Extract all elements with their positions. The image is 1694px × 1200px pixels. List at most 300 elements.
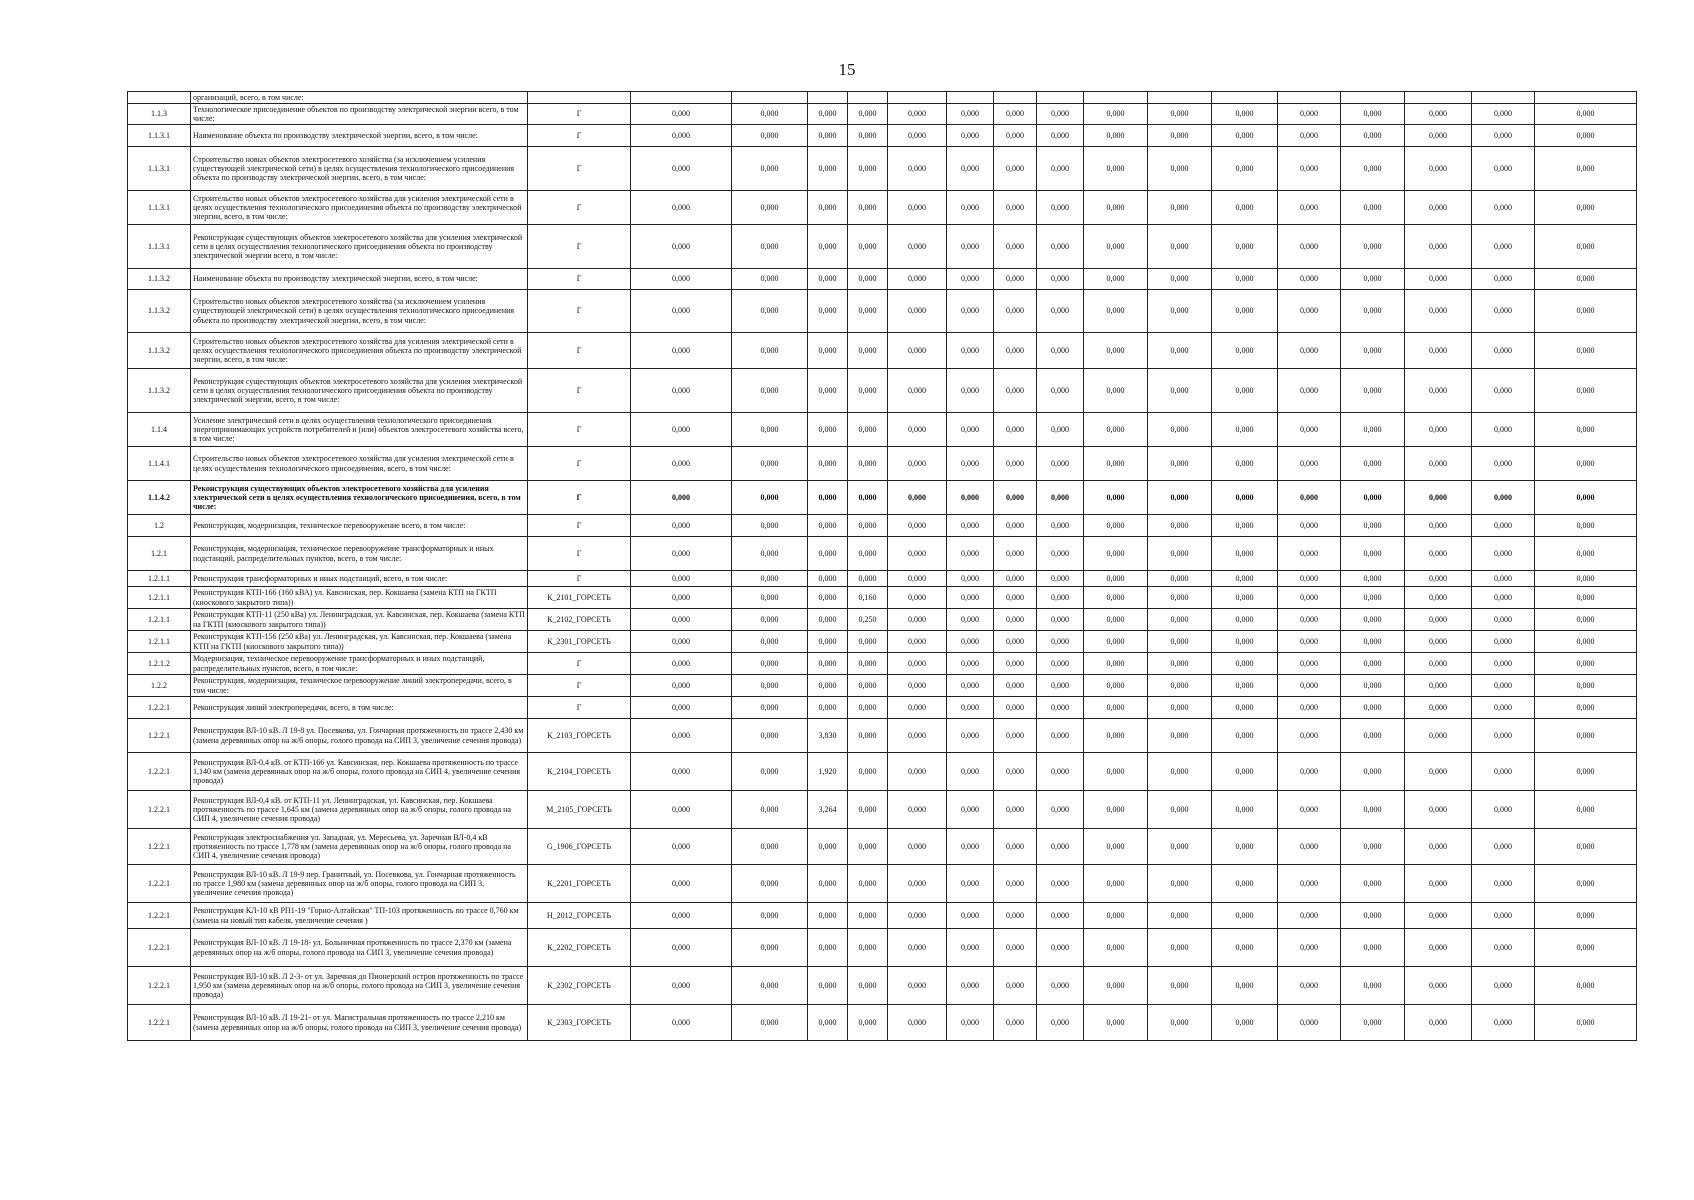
- value-cell: 0,000: [1405, 631, 1472, 653]
- value-cell: 0,000: [732, 333, 808, 369]
- value-cell: 0,000: [1535, 290, 1637, 333]
- value-cell: 0,000: [1084, 147, 1148, 191]
- value-cell: 0,000: [1148, 609, 1212, 631]
- value-cell: 0,000: [1148, 481, 1212, 515]
- row-identifier: К_2104_ГОРСЕТЬ: [528, 753, 631, 791]
- value-cell: 0,000: [848, 753, 888, 791]
- row-name: организаций, всего, в том числе:: [191, 92, 528, 104]
- value-cell: 0,000: [631, 791, 732, 829]
- value-cell: 0,000: [947, 697, 994, 719]
- value-cell: 0,000: [1148, 753, 1212, 791]
- value-cell: 0,000: [1084, 515, 1148, 537]
- value-cell: 0,000: [1472, 675, 1535, 697]
- row-identifier: Г: [528, 225, 631, 269]
- value-cell: 0,000: [631, 537, 732, 571]
- value-cell: 0,000: [1212, 719, 1278, 753]
- value-cell: 0,000: [1148, 413, 1212, 447]
- table-row: [128, 653, 1637, 675]
- row-name: Реконструкция КТП-11 (250 кВа) ул. Ленинградская, ул. Кавсинская, пер. Кокшаева (замена КТП на ГКТП (киоскового закрытого типа)): [191, 609, 528, 631]
- row-identifier: Г: [528, 447, 631, 481]
- value-cell: 0,000: [1535, 1005, 1637, 1041]
- value-cell: 0,000: [732, 191, 808, 225]
- value-cell: 0,000: [888, 903, 947, 929]
- value-cell: 0,000: [1405, 587, 1472, 609]
- value-cell: 0,000: [947, 609, 994, 631]
- value-cell: 0,000: [1212, 903, 1278, 929]
- value-cell: 0,000: [994, 537, 1037, 571]
- row-name: Реконструкция, модернизация, техническое перевооружение всего, в том числе:: [191, 515, 528, 537]
- value-cell: 0,000: [1535, 125, 1637, 147]
- value-cell: 0,000: [1472, 481, 1535, 515]
- value-cell: 0,000: [1405, 929, 1472, 967]
- value-cell: 0,000: [1212, 571, 1278, 587]
- value-cell: 0,000: [808, 290, 848, 333]
- value-cell: 0,000: [1535, 333, 1637, 369]
- value-cell: 0,000: [848, 225, 888, 269]
- value-cell: 0,000: [947, 587, 994, 609]
- value-cell: 0,000: [1148, 631, 1212, 653]
- value-cell: 0,000: [1472, 191, 1535, 225]
- row-name: Усиление электрической сети в целях осуществления технологического присоединения энергопринимающих устройств потребителей и (или) объектов электросетевого хозяйства всего, в том числе:: [191, 413, 528, 447]
- value-cell: 0,000: [1341, 1005, 1405, 1041]
- value-cell: 0,000: [1405, 753, 1472, 791]
- value-cell: 0,000: [1148, 903, 1212, 929]
- row-identifier: К_2102_ГОРСЕТЬ: [528, 609, 631, 631]
- value-cell: 0,000: [1084, 537, 1148, 571]
- value-cell: 0,000: [848, 653, 888, 675]
- value-cell: 0,000: [1037, 865, 1084, 903]
- value-cell: 0,000: [1341, 191, 1405, 225]
- value-cell: 0,000: [1341, 515, 1405, 537]
- table-row: [128, 791, 1637, 829]
- value-cell: 0,000: [1535, 104, 1637, 125]
- value-cell: 0,000: [848, 481, 888, 515]
- value-cell: 0,000: [1037, 675, 1084, 697]
- row-name: Реконструкция, модернизация, техническое перевооружение линий электропередачи, всего, в том числе:: [191, 675, 528, 697]
- value-cell: 0,000: [631, 929, 732, 967]
- value-cell: 0,000: [888, 829, 947, 865]
- value-cell: 0,000: [947, 290, 994, 333]
- value-cell: 0,000: [1084, 571, 1148, 587]
- value-cell: 0,000: [1535, 147, 1637, 191]
- value-cell: 0,000: [1084, 290, 1148, 333]
- value-cell: 0,000: [848, 290, 888, 333]
- value-cell: 0,000: [848, 829, 888, 865]
- value-cell: 0,000: [1535, 631, 1637, 653]
- value-cell: 0,000: [1084, 125, 1148, 147]
- value-cell: [808, 92, 848, 104]
- value-cell: 0,000: [1037, 609, 1084, 631]
- value-cell: 0,000: [631, 587, 732, 609]
- row-name: Строительство новых объектов электросетевого хозяйства для усиления электрической сети в целях осуществления технологического присоединения объекта по производству электрической энергии, всего, в том числе:: [191, 191, 528, 225]
- row-code: 1.2.1.1: [128, 571, 191, 587]
- value-cell: 0,000: [732, 631, 808, 653]
- value-cell: [1535, 92, 1637, 104]
- value-cell: 0,000: [808, 413, 848, 447]
- value-cell: 0,000: [1341, 537, 1405, 571]
- value-cell: 0,000: [732, 537, 808, 571]
- value-cell: 0,000: [732, 829, 808, 865]
- value-cell: 0,000: [947, 481, 994, 515]
- value-cell: 0,000: [732, 515, 808, 537]
- value-cell: 0,000: [1472, 903, 1535, 929]
- table-row: [128, 865, 1637, 903]
- value-cell: 0,000: [947, 903, 994, 929]
- value-cell: 0,000: [1084, 225, 1148, 269]
- value-cell: 0,000: [808, 631, 848, 653]
- value-cell: 0,000: [947, 191, 994, 225]
- value-cell: 0,000: [1535, 967, 1637, 1005]
- value-cell: 0,000: [994, 653, 1037, 675]
- value-cell: 0,000: [947, 1005, 994, 1041]
- table-row: [128, 290, 1637, 333]
- value-cell: 0,000: [631, 191, 732, 225]
- value-cell: 0,000: [1037, 104, 1084, 125]
- value-cell: [631, 92, 732, 104]
- value-cell: 0,000: [631, 865, 732, 903]
- value-cell: 0,000: [631, 829, 732, 865]
- value-cell: 0,000: [1212, 865, 1278, 903]
- value-cell: 0,000: [1148, 447, 1212, 481]
- row-name: Реконструкция КТП-156 (250 кВа) ул. Ленинградская, ул. Кавсинская, пер. Кокшаева (замена КТП на ГКТП (киоскового закрытого типа)): [191, 631, 528, 653]
- value-cell: 0,000: [1341, 609, 1405, 631]
- table-row: [128, 929, 1637, 967]
- value-cell: 0,000: [1472, 413, 1535, 447]
- value-cell: 0,000: [994, 865, 1037, 903]
- value-cell: 0,000: [1405, 147, 1472, 191]
- value-cell: 0,000: [1278, 413, 1341, 447]
- value-cell: 0,000: [1341, 675, 1405, 697]
- row-code: 1.2.2.1: [128, 791, 191, 829]
- value-cell: 0,000: [947, 537, 994, 571]
- value-cell: 0,000: [994, 903, 1037, 929]
- value-cell: 0,000: [1037, 125, 1084, 147]
- row-name: Реконструкция существующих объектов электросетевого хозяйства для усиления электрической сети в целях осуществления технологического присоединения, всего, в том числе:: [191, 481, 528, 515]
- value-cell: 0,000: [1037, 653, 1084, 675]
- value-cell: 0,000: [994, 753, 1037, 791]
- value-cell: 0,000: [1148, 369, 1212, 413]
- value-cell: 0,000: [1535, 697, 1637, 719]
- value-cell: 0,000: [1148, 333, 1212, 369]
- row-name: Реконструкция ВЛ-0,4 кВ. от КТП-11 ул. Ленинградская, ул. Кавсинская, пер. Кокшаева протяженность по трассе 1,645 км (замена деревянных опор на ж/б опоры, голого провода на СИП 4, увеличение сечения провода): [191, 791, 528, 829]
- value-cell: 0,000: [808, 225, 848, 269]
- value-cell: 0,000: [1472, 571, 1535, 587]
- value-cell: 0,000: [994, 719, 1037, 753]
- value-cell: 0,000: [848, 1005, 888, 1041]
- row-name: Реконструкция ВЛ-0,4 кВ. от КТП-166 ул. Кавсинская, пер. Кокшаева протяженность по трассе 1,140 км (замена деревянных опор на ж/б опоры, голого провода на СИП 4, увеличение сечения провода): [191, 753, 528, 791]
- value-cell: 0,000: [1084, 697, 1148, 719]
- table-row: [128, 104, 1637, 125]
- value-cell: 0,000: [808, 481, 848, 515]
- value-cell: 0,000: [1037, 903, 1084, 929]
- row-identifier: Г: [528, 333, 631, 369]
- row-name: Строительство новых объектов электросетевого хозяйства (за исключением усиления существующей электрической сети) в целях осуществления технологического присоединения объекта по производству электрической энергии, всего, в том числе:: [191, 290, 528, 333]
- value-cell: 0,000: [1405, 903, 1472, 929]
- table-row: [128, 697, 1637, 719]
- value-cell: 0,000: [1278, 653, 1341, 675]
- value-cell: 0,000: [1405, 537, 1472, 571]
- value-cell: 0,000: [1084, 609, 1148, 631]
- value-cell: 0,000: [1535, 829, 1637, 865]
- value-cell: 0,000: [1084, 104, 1148, 125]
- value-cell: 0,000: [1535, 481, 1637, 515]
- value-cell: 0,000: [732, 225, 808, 269]
- value-cell: 0,000: [888, 719, 947, 753]
- value-cell: 0,000: [631, 333, 732, 369]
- table-row: [128, 537, 1637, 571]
- value-cell: 0,000: [1535, 653, 1637, 675]
- value-cell: 0,000: [1148, 515, 1212, 537]
- value-cell: 0,160: [848, 587, 888, 609]
- table-row: [128, 753, 1637, 791]
- value-cell: 0,000: [994, 515, 1037, 537]
- table-row: [128, 125, 1637, 147]
- value-cell: 0,000: [631, 697, 732, 719]
- value-cell: 0,000: [732, 447, 808, 481]
- value-cell: 0,000: [947, 865, 994, 903]
- value-cell: 0,000: [1084, 653, 1148, 675]
- value-cell: 0,000: [808, 609, 848, 631]
- value-cell: 0,000: [631, 609, 732, 631]
- table-row: [128, 147, 1637, 191]
- value-cell: 0,000: [1405, 675, 1472, 697]
- row-identifier: Г: [528, 369, 631, 413]
- value-cell: 0,000: [994, 481, 1037, 515]
- value-cell: 0,000: [631, 571, 732, 587]
- row-name: Реконструкция электроснабжения ул. Западная, ул. Мересьева, ул. Заречная ВЛ-0,4 кВ протяженность по трассе 1,778 км (замена деревянных опор на ж/б опоры, голого провода на СИП 4, увеличение сечения провода): [191, 829, 528, 865]
- value-cell: 0,000: [1535, 191, 1637, 225]
- value-cell: 0,000: [994, 609, 1037, 631]
- value-cell: 0,000: [947, 719, 994, 753]
- value-cell: 0,000: [1278, 225, 1341, 269]
- row-identifier: Г: [528, 191, 631, 225]
- row-code: 1.2.2.1: [128, 1005, 191, 1041]
- value-cell: 0,000: [1084, 1005, 1148, 1041]
- row-code: 1.2.2.1: [128, 829, 191, 865]
- value-cell: 0,000: [1084, 903, 1148, 929]
- value-cell: 0,000: [848, 697, 888, 719]
- value-cell: 0,000: [1535, 515, 1637, 537]
- value-cell: 0,000: [888, 967, 947, 1005]
- table-row: [128, 675, 1637, 697]
- value-cell: [1341, 92, 1405, 104]
- row-name: Строительство новых объектов электросетевого хозяйства (за исключением усиления существующей электрической сети) в целях осуществления технологического присоединения объекта по производству электрической энергии, всего, в том числе:: [191, 147, 528, 191]
- row-code: 1.1.4: [128, 413, 191, 447]
- value-cell: 0,000: [888, 515, 947, 537]
- value-cell: 0,000: [1148, 675, 1212, 697]
- value-cell: 0,000: [631, 369, 732, 413]
- investment-table: [127, 91, 1637, 1041]
- value-cell: 0,000: [1037, 225, 1084, 269]
- value-cell: 0,000: [1212, 1005, 1278, 1041]
- value-cell: 0,000: [631, 753, 732, 791]
- value-cell: 0,000: [1084, 719, 1148, 753]
- value-cell: 0,000: [1084, 791, 1148, 829]
- value-cell: 0,000: [1212, 697, 1278, 719]
- value-cell: 0,000: [947, 333, 994, 369]
- value-cell: 0,000: [1212, 104, 1278, 125]
- value-cell: 0,000: [1405, 413, 1472, 447]
- value-cell: 0,000: [1472, 369, 1535, 413]
- value-cell: 0,000: [1472, 753, 1535, 791]
- value-cell: 0,000: [1405, 191, 1472, 225]
- value-cell: 0,000: [1341, 903, 1405, 929]
- value-cell: 0,000: [994, 631, 1037, 653]
- value-cell: 0,000: [947, 515, 994, 537]
- value-cell: 0,000: [848, 537, 888, 571]
- table-row: [128, 903, 1637, 929]
- value-cell: 0,000: [732, 481, 808, 515]
- value-cell: 0,000: [1472, 147, 1535, 191]
- value-cell: 0,000: [732, 269, 808, 290]
- row-name: Реконструкция ВЛ-10 кВ. Л 2-3- от ул. Заречная до Пионерский остров протяженность по трассе 1,950 км (замена деревянных опор на ж/б опоры, голого провода на СИП 3, увеличение сечения провода): [191, 967, 528, 1005]
- value-cell: 0,000: [994, 269, 1037, 290]
- value-cell: 0,000: [1535, 225, 1637, 269]
- value-cell: 0,000: [888, 481, 947, 515]
- row-code: 1.1.3.2: [128, 333, 191, 369]
- row-code: [128, 92, 191, 104]
- table-row: [128, 369, 1637, 413]
- value-cell: 0,000: [888, 929, 947, 967]
- value-cell: 0,000: [888, 537, 947, 571]
- value-cell: 0,000: [1148, 587, 1212, 609]
- value-cell: 0,000: [888, 290, 947, 333]
- row-name: Технологическое присоединение объектов по производству электрической энергии всего, в том числе:: [191, 104, 528, 125]
- value-cell: 0,000: [1472, 333, 1535, 369]
- value-cell: 0,000: [808, 104, 848, 125]
- value-cell: 0,000: [994, 290, 1037, 333]
- value-cell: 0,000: [1148, 125, 1212, 147]
- value-cell: 0,000: [1278, 104, 1341, 125]
- value-cell: 0,000: [1472, 609, 1535, 631]
- value-cell: 0,000: [1341, 571, 1405, 587]
- value-cell: 0,000: [994, 967, 1037, 1005]
- value-cell: 0,000: [1037, 447, 1084, 481]
- value-cell: 0,000: [1212, 269, 1278, 290]
- value-cell: 0,000: [808, 829, 848, 865]
- value-cell: 0,000: [732, 571, 808, 587]
- value-cell: 0,000: [1037, 369, 1084, 413]
- value-cell: 0,000: [808, 571, 848, 587]
- row-code: 1.1.3.2: [128, 290, 191, 333]
- value-cell: 0,000: [631, 125, 732, 147]
- table-row: [128, 967, 1637, 1005]
- row-code: 1.2: [128, 515, 191, 537]
- row-name: Реконструкция ВЛ-10 кВ. Л 19-8 ул. Посевкова, ул. Гончарная протяженность по трассе 2,430 км (замена деревянных опор на ж/б опоры, голого провода на СИП 3, увеличение сечения провода): [191, 719, 528, 753]
- value-cell: 0,000: [947, 269, 994, 290]
- value-cell: 0,000: [631, 225, 732, 269]
- value-cell: 0,000: [1535, 269, 1637, 290]
- value-cell: 0,000: [1405, 653, 1472, 675]
- row-code: 1.2.2.1: [128, 753, 191, 791]
- value-cell: 0,000: [1472, 587, 1535, 609]
- value-cell: 0,000: [808, 929, 848, 967]
- value-cell: [1148, 92, 1212, 104]
- value-cell: 0,000: [1278, 333, 1341, 369]
- value-cell: 0,000: [1212, 791, 1278, 829]
- value-cell: 0,000: [1405, 719, 1472, 753]
- value-cell: 0,000: [1084, 967, 1148, 1005]
- value-cell: 0,000: [631, 653, 732, 675]
- value-cell: 0,000: [1037, 829, 1084, 865]
- value-cell: [994, 92, 1037, 104]
- row-name: Реконструкция КТП-166 (160 кВА) ул. Кавсинская, пер. Кокшаева (замена КТП на ГКТП (киоскового закрытого типа)): [191, 587, 528, 609]
- row-code: 1.2.2.1: [128, 719, 191, 753]
- row-code: 1.2.1.1: [128, 631, 191, 653]
- value-cell: 0,000: [947, 104, 994, 125]
- value-cell: 0,000: [1278, 587, 1341, 609]
- value-cell: 0,000: [732, 865, 808, 903]
- value-cell: 0,000: [631, 1005, 732, 1041]
- value-cell: 0,000: [1212, 191, 1278, 225]
- value-cell: 0,000: [888, 571, 947, 587]
- value-cell: 0,000: [947, 147, 994, 191]
- value-cell: 0,000: [732, 147, 808, 191]
- row-code: 1.2.1.1: [128, 587, 191, 609]
- row-code: 1.1.4.1: [128, 447, 191, 481]
- value-cell: 0,000: [1341, 147, 1405, 191]
- value-cell: 0,000: [808, 967, 848, 1005]
- value-cell: 0,000: [848, 515, 888, 537]
- value-cell: 0,000: [888, 104, 947, 125]
- value-cell: 0,000: [994, 929, 1037, 967]
- row-name: Строительство новых объектов электросетевого хозяйства для усиления электрической сети в целях осуществления технологического присоединения объекта по производству электрической энергии, всего, в том числе:: [191, 333, 528, 369]
- value-cell: 0,000: [888, 587, 947, 609]
- value-cell: 0,000: [1341, 697, 1405, 719]
- value-cell: 0,000: [1037, 571, 1084, 587]
- value-cell: 0,000: [1212, 515, 1278, 537]
- row-name: Реконструкция существующих объектов электросетевого хозяйства для усиления электрической сети в целях осуществления технологического присоединения объекта по производству электрической энергии, всего, в том числе:: [191, 369, 528, 413]
- value-cell: 0,000: [1472, 537, 1535, 571]
- row-identifier: М_2105_ГОРСЕТЬ: [528, 791, 631, 829]
- value-cell: 0,000: [1405, 269, 1472, 290]
- value-cell: 0,000: [848, 719, 888, 753]
- value-cell: 0,000: [947, 829, 994, 865]
- value-cell: 0,000: [1212, 929, 1278, 967]
- value-cell: 0,000: [1212, 290, 1278, 333]
- value-cell: 0,000: [1535, 571, 1637, 587]
- value-cell: 0,000: [1405, 791, 1472, 829]
- row-name: Реконструкция КЛ-10 кВ РП1-19 "Горно-Алтайская" ТП-103 протяженность по трассе 0,760 км (замена на новый тип кабеля, увеличение сечения ): [191, 903, 528, 929]
- value-cell: 0,000: [1405, 369, 1472, 413]
- value-cell: 0,000: [1278, 609, 1341, 631]
- value-cell: 0,000: [808, 653, 848, 675]
- value-cell: 0,000: [1037, 481, 1084, 515]
- value-cell: 0,000: [732, 753, 808, 791]
- value-cell: 0,000: [732, 587, 808, 609]
- value-cell: 0,000: [1472, 929, 1535, 967]
- value-cell: 0,000: [1212, 537, 1278, 571]
- value-cell: 0,000: [1212, 147, 1278, 191]
- row-identifier: Н_2012_ГОРСЕТЬ: [528, 903, 631, 929]
- value-cell: [1472, 92, 1535, 104]
- value-cell: [732, 92, 808, 104]
- value-cell: 0,000: [994, 413, 1037, 447]
- value-cell: 0,000: [1148, 147, 1212, 191]
- value-cell: 0,000: [1084, 369, 1148, 413]
- row-identifier: Г: [528, 147, 631, 191]
- value-cell: 0,000: [1278, 269, 1341, 290]
- table-body: [128, 92, 1637, 1041]
- value-cell: 0,000: [1212, 369, 1278, 413]
- value-cell: 0,000: [1278, 791, 1341, 829]
- row-code: 1.2.2: [128, 675, 191, 697]
- value-cell: 0,000: [994, 791, 1037, 829]
- value-cell: 0,000: [1472, 515, 1535, 537]
- value-cell: 0,000: [848, 447, 888, 481]
- value-cell: 0,000: [1405, 333, 1472, 369]
- value-cell: 0,000: [1037, 147, 1084, 191]
